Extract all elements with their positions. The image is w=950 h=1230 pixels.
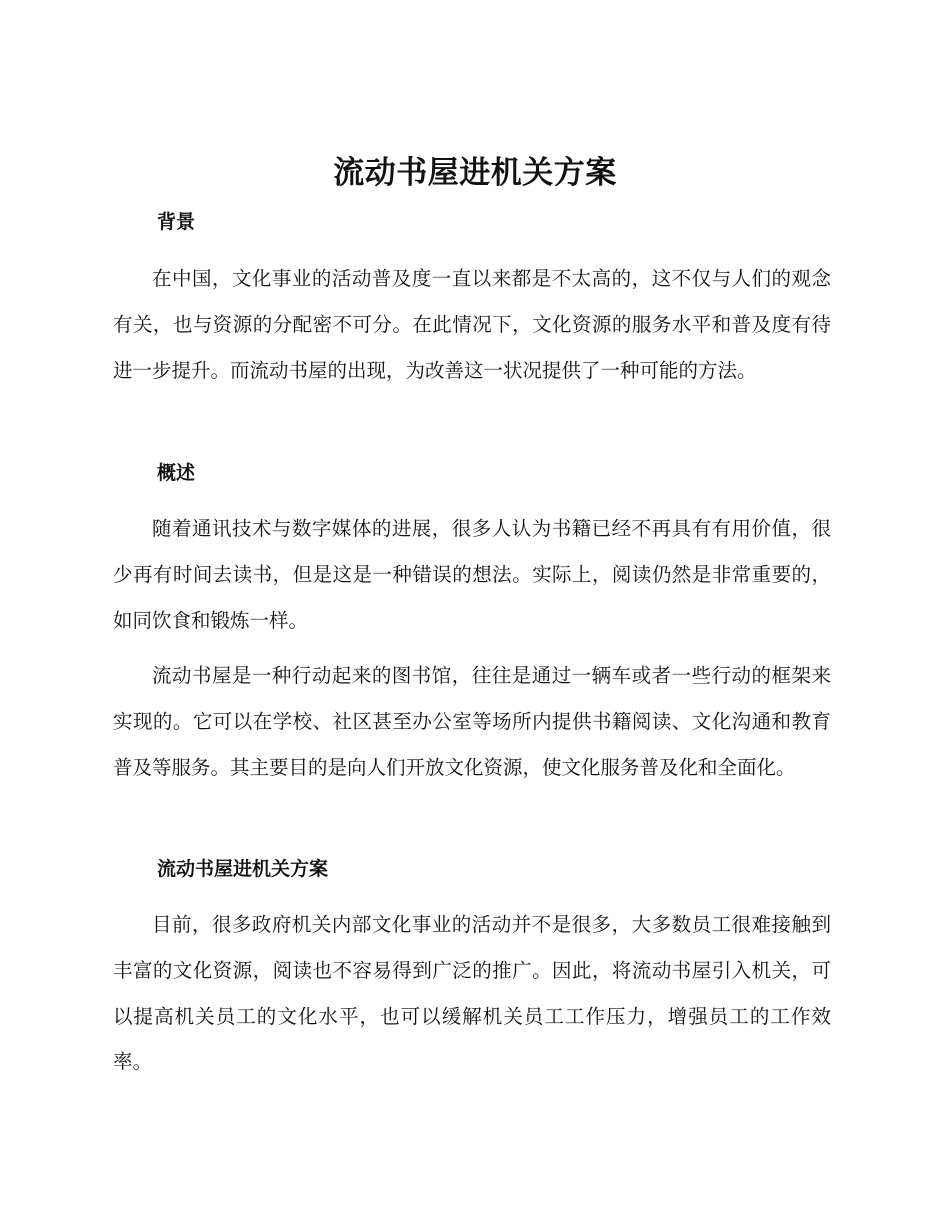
paragraph-plan: 目前，很多政府机关内部文化事业的活动并不是很多，大多数员工很难接触到丰富的文化资源，阅读也不容易得到广泛的推广。因此，将流动书屋引入机关，可以提高机关员工的文化水平，也可以缓解机关员工工作压力，增强员工的工作效率。 (113, 913, 831, 1074)
paragraph-overview-2: 流动书屋是一种行动起来的图书馆，往往是通过一辆车或者一些行动的框架来实现的。它可以在学校、社区甚至办公室等场所内提供书籍阅读、文化沟通和教育普及等服务。其主要目的是向人们开放文化资源，使文化服务普及化和全面化。 (113, 664, 831, 779)
paragraph-background: 在中国，文化事业的活动普及度一直以来都是不太高的，这不仅与人们的观念有关，也与资源的分配密不可分。在此情况下，文化资源的服务水平和普及度有待进一步提升。而流动书屋的出现，为改善这一状况提供了一种可能的方法。 (113, 267, 831, 382)
document-title: 流动书屋进机关方案 (333, 155, 617, 191)
section-heading-background: 背景 (157, 211, 196, 233)
paragraph-overview-1: 随着通讯技术与数字媒体的进展，很多人认为书籍已经不再具有有用价值，很少再有时间去读书，但是这是一种错误的想法。实际上，阅读仍然是非常重要的，如同饮食和锻炼一样。 (113, 517, 831, 632)
section-heading-plan: 流动书屋进机关方案 (157, 858, 329, 880)
section-heading-overview: 概述 (157, 462, 196, 484)
